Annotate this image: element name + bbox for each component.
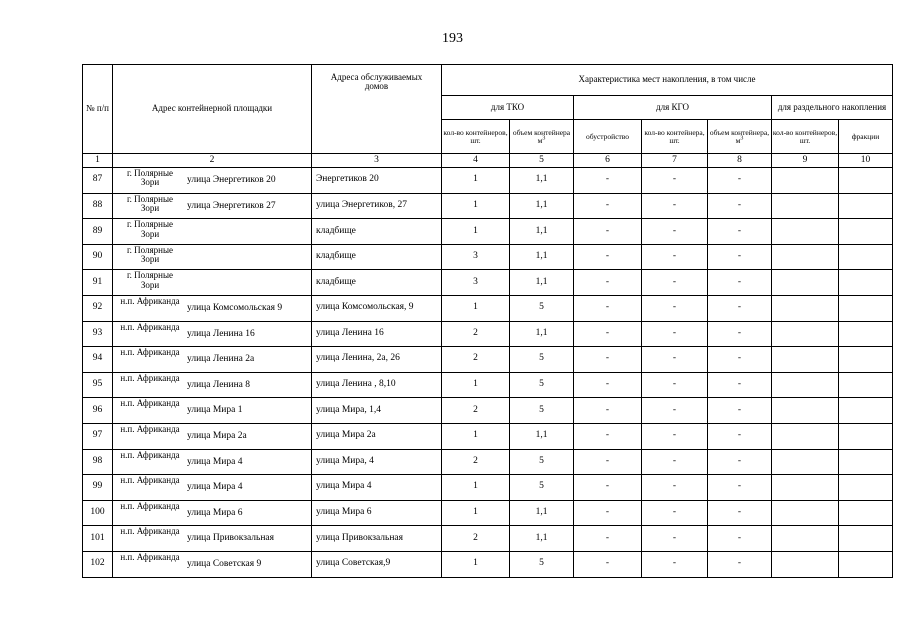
served-houses: Энергетиков 20 — [312, 168, 442, 194]
row-number: 97 — [83, 423, 113, 449]
separate-count — [772, 372, 839, 398]
site-address-cell — [113, 295, 312, 321]
tko-count: 2 — [442, 526, 510, 552]
tko-count: 1 — [442, 551, 510, 577]
kgo-count: - — [642, 270, 708, 296]
site-address-cell — [113, 475, 312, 501]
table-row — [83, 168, 893, 194]
served-houses: улица Мира, 1,4 — [312, 398, 442, 424]
served-houses: улица Советская,9 — [312, 551, 442, 577]
settlement-name: н.п. Африканда — [120, 551, 180, 562]
separate-fractions — [839, 475, 893, 501]
column-numbers-row — [83, 154, 893, 168]
row-number: 88 — [83, 193, 113, 219]
served-houses: улица Комсомольская, 9 — [312, 295, 442, 321]
separate-fractions — [839, 423, 893, 449]
tko-volume: 1,1 — [510, 500, 574, 526]
header-tko-count: кол-во контейнеров, шт. — [442, 120, 510, 154]
kgo-count: - — [642, 219, 708, 245]
street-address: улица Энергетиков 27 — [187, 200, 276, 211]
street-address: улица Комсомольская 9 — [187, 302, 283, 313]
header-characteristics: Характеристика мест накопления, в том числе — [442, 65, 893, 96]
separate-fractions — [839, 347, 893, 373]
row-number: 90 — [83, 244, 113, 270]
settlement-name: г. Полярные Зори — [126, 193, 174, 214]
row-number: 95 — [83, 372, 113, 398]
kgo-volume: - — [708, 219, 772, 245]
tko-count: 2 — [442, 398, 510, 424]
separate-count — [772, 475, 839, 501]
site-address-cell — [113, 398, 312, 424]
separate-fractions — [839, 321, 893, 347]
column-number: 1 — [83, 154, 113, 168]
tko-count: 2 — [442, 347, 510, 373]
table-row — [83, 372, 893, 398]
street-address: улица Советская 9 — [187, 558, 262, 569]
kgo-volume: - — [708, 500, 772, 526]
tko-volume: 5 — [510, 398, 574, 424]
tko-volume: 5 — [510, 551, 574, 577]
kgo-count: - — [642, 244, 708, 270]
header-kgo-count: кол-во контейнера, шт. — [642, 120, 708, 154]
street-address: улица Мира 2а — [187, 430, 247, 441]
tko-volume: 1,1 — [510, 219, 574, 245]
site-address-cell — [113, 270, 312, 296]
tko-volume: 1,1 — [510, 270, 574, 296]
tko-volume: 5 — [510, 347, 574, 373]
settlement-name: н.п. Африканда — [120, 372, 180, 383]
tko-count: 1 — [442, 423, 510, 449]
separate-count — [772, 398, 839, 424]
kgo-arrangement: - — [574, 475, 642, 501]
tko-count: 1 — [442, 500, 510, 526]
kgo-volume: - — [708, 526, 772, 552]
kgo-volume: - — [708, 244, 772, 270]
table-row — [83, 193, 893, 219]
separate-fractions — [839, 193, 893, 219]
settlement-name: н.п. Африканда — [120, 423, 180, 434]
row-number: 100 — [83, 500, 113, 526]
settlement-name: н.п. Африканда — [120, 398, 180, 409]
kgo-arrangement: - — [574, 168, 642, 194]
settlement-name: г. Полярные Зори — [126, 244, 174, 265]
table-row — [83, 398, 893, 424]
kgo-volume: - — [708, 475, 772, 501]
served-houses: улица Мира 4 — [312, 475, 442, 501]
tko-volume: 1,1 — [510, 321, 574, 347]
table-row — [83, 244, 893, 270]
separate-count — [772, 449, 839, 475]
table-row — [83, 219, 893, 245]
separate-count — [772, 551, 839, 577]
separate-fractions — [839, 219, 893, 245]
kgo-count: - — [642, 347, 708, 373]
separate-count — [772, 526, 839, 552]
kgo-volume: - — [708, 295, 772, 321]
header-sep-count: кол-во контейнеров, шт. — [772, 120, 839, 154]
separate-fractions — [839, 168, 893, 194]
kgo-count: - — [642, 193, 708, 219]
street-address: улица Ленина 2а — [187, 354, 255, 365]
site-address-cell — [113, 551, 312, 577]
settlement-name: н.п. Африканда — [120, 347, 180, 358]
tko-volume: 5 — [510, 475, 574, 501]
site-address-cell — [113, 372, 312, 398]
tko-count: 1 — [442, 168, 510, 194]
kgo-volume: - — [708, 193, 772, 219]
street-address: улица Ленина 16 — [187, 328, 255, 339]
row-number: 101 — [83, 526, 113, 552]
tko-volume: 1,1 — [510, 193, 574, 219]
header-sep-fractions: фракции — [839, 120, 893, 154]
row-number: 87 — [83, 168, 113, 194]
kgo-count: - — [642, 526, 708, 552]
served-houses: улица Привокзальная — [312, 526, 442, 552]
table-row — [83, 295, 893, 321]
tko-count: 1 — [442, 193, 510, 219]
kgo-arrangement: - — [574, 526, 642, 552]
row-number: 89 — [83, 219, 113, 245]
kgo-count: - — [642, 398, 708, 424]
page-number: 193 — [442, 31, 463, 46]
street-address: улица Привокзальная — [187, 533, 274, 544]
served-houses: улица Мира 2а — [312, 423, 442, 449]
table-row — [83, 526, 893, 552]
served-houses: кладбище — [312, 244, 442, 270]
street-address: улица Ленина 8 — [187, 379, 251, 390]
site-address-cell — [113, 500, 312, 526]
container-sites-table — [82, 64, 893, 578]
settlement-name: н.п. Африканда — [120, 475, 180, 486]
column-number: 10 — [839, 154, 893, 168]
separate-count — [772, 347, 839, 373]
separate-count — [772, 168, 839, 194]
header-tko-volume: объем контейнера $м^3$ — [510, 120, 574, 154]
separate-count — [772, 500, 839, 526]
row-number: 98 — [83, 449, 113, 475]
tko-count: 1 — [442, 295, 510, 321]
kgo-volume: - — [708, 321, 772, 347]
kgo-volume: - — [708, 449, 772, 475]
header-tko: для ТКО — [442, 96, 574, 120]
served-houses: улица Энергетиков, 27 — [312, 193, 442, 219]
kgo-arrangement: - — [574, 270, 642, 296]
kgo-arrangement: - — [574, 295, 642, 321]
column-number: 5 — [510, 154, 574, 168]
separate-fractions — [839, 526, 893, 552]
kgo-volume: - — [708, 270, 772, 296]
separate-fractions — [839, 295, 893, 321]
column-number: 9 — [772, 154, 839, 168]
kgo-count: - — [642, 295, 708, 321]
header-separate: для раздельного накопления — [772, 96, 893, 120]
street-address: улица Мира 4 — [187, 482, 243, 493]
row-number: 94 — [83, 347, 113, 373]
header-site-address: Адрес контейнерной площадки — [113, 65, 312, 154]
column-number: 4 — [442, 154, 510, 168]
served-houses: улица Мира, 4 — [312, 449, 442, 475]
row-number: 99 — [83, 475, 113, 501]
site-address-cell — [113, 168, 312, 194]
kgo-arrangement: - — [574, 423, 642, 449]
tko-volume: 1,1 — [510, 423, 574, 449]
street-address: улица Мира 4 — [187, 456, 243, 467]
tko-volume: 5 — [510, 449, 574, 475]
kgo-count: - — [642, 500, 708, 526]
kgo-volume: - — [708, 372, 772, 398]
kgo-arrangement: - — [574, 449, 642, 475]
kgo-volume: - — [708, 398, 772, 424]
header-houses: Адреса обслуживаемых домов — [312, 65, 442, 154]
kgo-count: - — [642, 321, 708, 347]
header-number: № п/п — [83, 65, 113, 154]
table-row — [83, 551, 893, 577]
header-kgo: для КГО — [574, 96, 772, 120]
site-address-cell — [113, 449, 312, 475]
kgo-arrangement: - — [574, 219, 642, 245]
street-address: улица Мира 6 — [187, 507, 243, 518]
kgo-count: - — [642, 372, 708, 398]
table-row — [83, 500, 893, 526]
separate-fractions — [839, 500, 893, 526]
site-address-cell — [113, 526, 312, 552]
tko-count: 3 — [442, 244, 510, 270]
separate-fractions — [839, 398, 893, 424]
settlement-name: г. Полярные Зори — [126, 270, 174, 290]
column-number: 7 — [642, 154, 708, 168]
kgo-arrangement: - — [574, 347, 642, 373]
settlement-name: н.п. Африканда — [120, 526, 180, 537]
site-address-cell — [113, 219, 312, 245]
kgo-volume: - — [708, 423, 772, 449]
settlement-name: н.п. Африканда — [120, 295, 180, 306]
site-address-cell — [113, 321, 312, 347]
separate-fractions — [839, 372, 893, 398]
row-number: 92 — [83, 295, 113, 321]
kgo-arrangement: - — [574, 321, 642, 347]
header-kgo-volume: объем контейнера, $м^3$ — [708, 120, 772, 154]
separate-fractions — [839, 270, 893, 296]
tko-volume: 5 — [510, 372, 574, 398]
column-number: 2 — [113, 154, 312, 168]
kgo-volume: - — [708, 168, 772, 194]
tko-volume: 1,1 — [510, 244, 574, 270]
kgo-arrangement: - — [574, 398, 642, 424]
column-number: 3 — [312, 154, 442, 168]
kgo-count: - — [642, 168, 708, 194]
served-houses: улица Ленина 16 — [312, 321, 442, 347]
kgo-arrangement: - — [574, 244, 642, 270]
row-number: 91 — [83, 270, 113, 296]
site-address-cell — [113, 244, 312, 270]
table-row — [83, 321, 893, 347]
kgo-count: - — [642, 423, 708, 449]
row-number: 93 — [83, 321, 113, 347]
separate-count — [772, 295, 839, 321]
street-address: улица Энергетиков 20 — [187, 175, 276, 185]
table-row — [83, 449, 893, 475]
row-number: 96 — [83, 398, 113, 424]
separate-count — [772, 321, 839, 347]
separate-count — [772, 219, 839, 245]
separate-fractions — [839, 449, 893, 475]
table-row — [83, 423, 893, 449]
settlement-name: н.п. Африканда — [120, 500, 180, 511]
column-number: 8 — [708, 154, 772, 168]
kgo-count: - — [642, 551, 708, 577]
kgo-arrangement: - — [574, 372, 642, 398]
kgo-volume: - — [708, 551, 772, 577]
settlement-name: н.п. Африканда — [120, 449, 180, 460]
site-address-cell — [113, 347, 312, 373]
header-kgo-arrangement: обустройство — [574, 120, 642, 154]
separate-fractions — [839, 244, 893, 270]
separate-fractions — [839, 551, 893, 577]
kgo-arrangement: - — [574, 500, 642, 526]
tko-volume: 1,1 — [510, 526, 574, 552]
table-row — [83, 347, 893, 373]
table-row — [83, 475, 893, 501]
site-address-cell — [113, 423, 312, 449]
tko-count: 1 — [442, 372, 510, 398]
settlement-name: г. Полярные Зори — [126, 219, 174, 239]
kgo-arrangement: - — [574, 193, 642, 219]
served-houses: кладбище — [312, 270, 442, 296]
separate-count — [772, 423, 839, 449]
served-houses: улица Мира 6 — [312, 500, 442, 526]
separate-count — [772, 270, 839, 296]
site-address-cell — [113, 193, 312, 219]
served-houses: кладбище — [312, 219, 442, 245]
separate-count — [772, 244, 839, 270]
settlement-name: г. Полярные Зори — [126, 168, 174, 188]
settlement-name: н.п. Африканда — [120, 321, 180, 332]
kgo-arrangement: - — [574, 551, 642, 577]
kgo-volume: - — [708, 347, 772, 373]
tko-count: 2 — [442, 449, 510, 475]
kgo-count: - — [642, 475, 708, 501]
street-address: улица Мира 1 — [187, 405, 243, 416]
served-houses: улица Ленина, 2а, 26 — [312, 347, 442, 373]
served-houses: улица Ленина , 8,10 — [312, 372, 442, 398]
tko-count: 2 — [442, 321, 510, 347]
column-number: 6 — [574, 154, 642, 168]
tko-count: 1 — [442, 475, 510, 501]
tko-volume: 1,1 — [510, 168, 574, 194]
separate-count — [772, 193, 839, 219]
kgo-count: - — [642, 449, 708, 475]
tko-volume: 5 — [510, 295, 574, 321]
row-number: 102 — [83, 551, 113, 577]
tko-count: 1 — [442, 219, 510, 245]
table-row — [83, 270, 893, 296]
tko-count: 3 — [442, 270, 510, 296]
